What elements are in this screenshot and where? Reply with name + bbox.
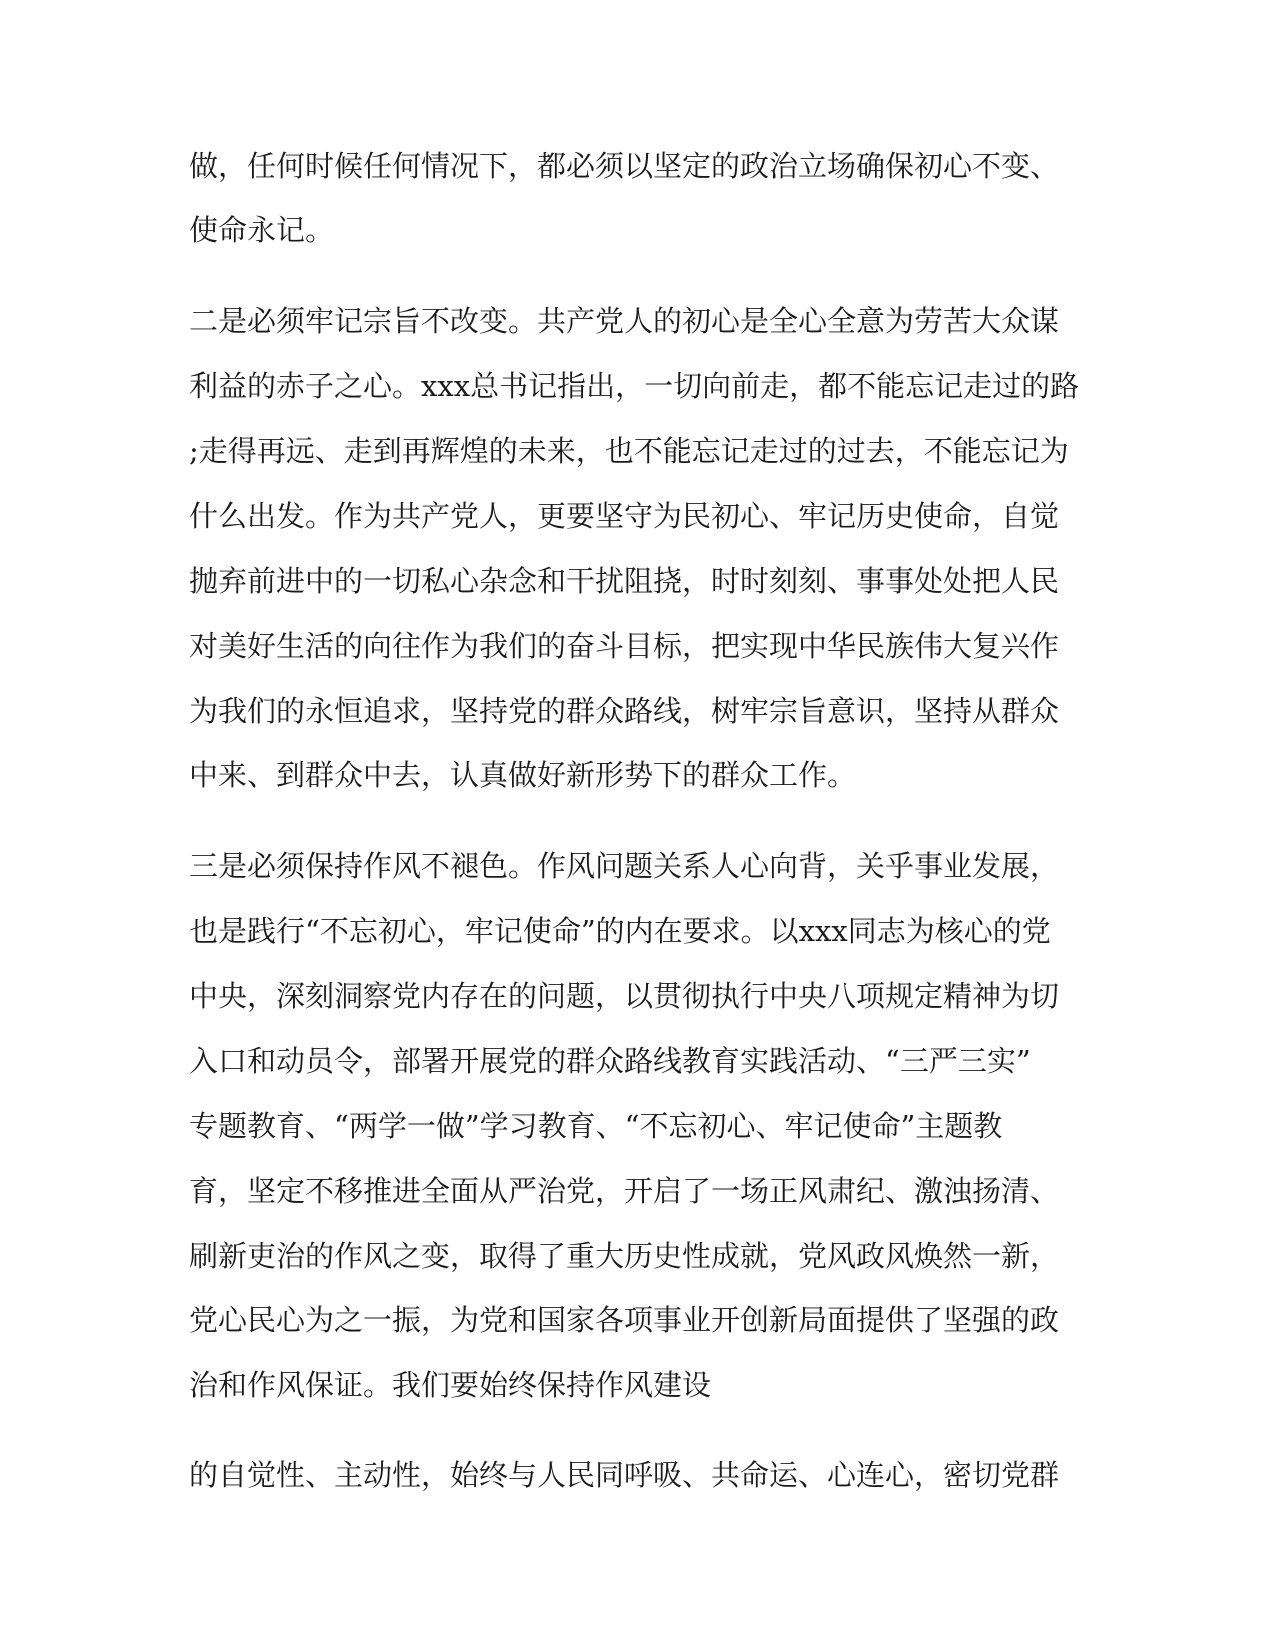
text-line: 中来、到群众中去，认真做好新形势下的群众工作。 [189,758,857,792]
text-line: 为我们的永恒追求，坚持党的群众路线，树牢宗旨意识，坚持从群众 [189,694,1060,728]
text-line: 治和作风保证。我们要始终保持作风建设 [189,1368,712,1402]
text-line: 的自觉性、主动性，始终与人民同呼吸、共命运、心连心，密切党群 [189,1458,1060,1492]
text-line: 做，任何时候任何情况下，都必须以坚定的政治立场确保初心不变、 [189,149,1060,183]
text-line: 二是必须牢记宗旨不改变。共产党人的初心是全心全意为劳苦大众谋 [189,304,1060,338]
text-line: 对美好生活的向往作为我们的奋斗目标，把实现中华民族伟大复兴作 [189,629,1060,663]
text-line: 入口和动员令，部署开展党的群众路线教育实践活动、“三严三实” [189,1044,1031,1078]
text-line: ;走得再远、走到再辉煌的未来，也不能忘记走过的过去，不能忘记为 [189,434,1069,468]
text-line: 三是必须保持作风不褪色。作风问题关系人心向背，关乎事业发展， [189,849,1060,883]
text-line: 什么出发。作为共产党人，更要坚守为民初心、牢记历史使命，自觉 [189,499,1060,533]
text-line: 抛弃前进中的一切私心杂念和干扰阻挠，时时刻刻、事事处处把人民 [189,564,1060,598]
text-line: 也是践行“不忘初心，牢记使命”的内在要求。以xxx同志为核心的党 [189,914,1051,948]
text-line: 刷新吏治的作风之变，取得了重大历史性成就，党风政风焕然一新， [189,1239,1060,1273]
text-line: 党心民心为之一振，为党和国家各项事业开创新局面提供了坚强的政 [189,1303,1060,1337]
text-line: 育，坚定不移推进全面从严治党，开启了一场正风肃纪、激浊扬清、 [189,1174,1060,1208]
text-line: 利益的赤子之心。xxx总书记指出，一切向前走，都不能忘记走过的路 [189,369,1080,403]
text-line: 中央，深刻洞察党内存在的问题，以贯彻执行中央八项规定精神为切 [189,979,1060,1013]
text-line: 专题教育、“两学一做”学习教育、“不忘初心、牢记使命”主题教 [189,1109,1003,1143]
text-line: 使命永记。 [189,213,335,247]
